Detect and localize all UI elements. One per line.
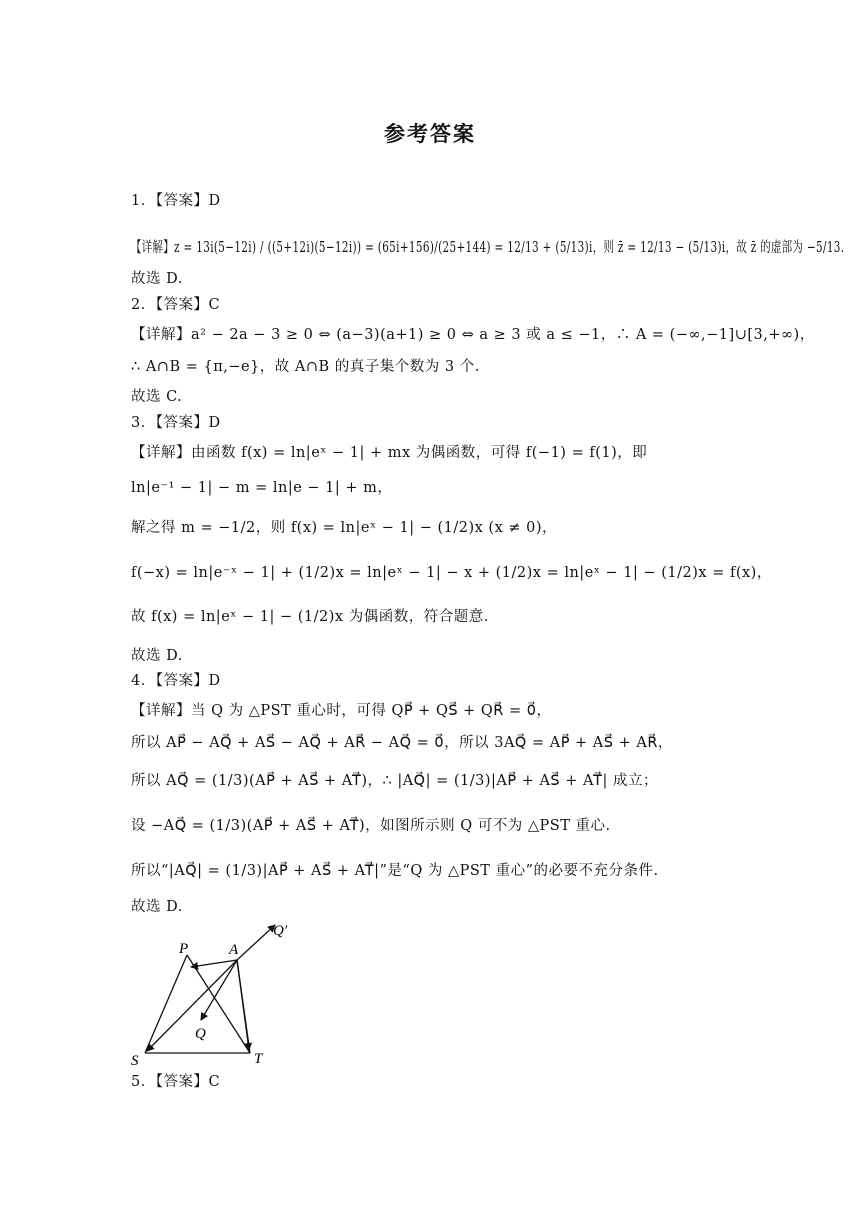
choose-4: 故选 D. — [131, 899, 183, 915]
detail-4c: 所以 AQ⃗ = (1/3)(AP⃗ + AS⃗ + AT⃗)，∴ |AQ⃗| = (1/3)|AP⃗ + AS⃗ + AT⃗| 成立； — [131, 773, 659, 789]
detail-4e: 所以“|AQ⃗| = (1/3)|AP⃗ + AS⃗ + AT⃗|”是“Q 为 △PST 重心”的必要不充分条件. — [131, 863, 659, 879]
detail-3a: 【详解】由函数 f(x) = ln|eˣ − 1| + mx 为偶函数，可得 f(−1) = f(1)，即 — [131, 445, 648, 461]
detail-4d: 设 −AQ⃗ = (1/3)(AP⃗ + AS⃗ + AT⃗)，如图所示则 Q 可不为 △PST 重心. — [131, 818, 611, 834]
vector-aq — [201, 960, 237, 1020]
vector-aq-prime — [237, 925, 275, 960]
detail-3e: 故 f(x) = ln|eˣ − 1| − (1/2)x 为偶函数，符合题意. — [131, 609, 489, 625]
answer-5: 5．【答案】C — [131, 1074, 221, 1090]
label-t: T — [254, 1051, 263, 1065]
answer-3: 3．【答案】D — [131, 415, 221, 431]
edge-ps — [145, 955, 187, 1053]
detail-3b: ln|e⁻¹ − 1| − m = ln|e − 1| + m， — [131, 480, 393, 496]
choose-1: 故选 D. — [131, 271, 183, 287]
answer-1: 1．【答案】D — [131, 193, 221, 209]
label-a: A — [229, 942, 239, 958]
detail-2b: ∴ A∩B = {π,−e}，故 A∩B 的真子集个数为 3 个. — [131, 359, 480, 375]
detail-3c: 解之得 m = −1/2，则 f(x) = ln|eˣ − 1| − (1/2)x (x ≠ 0)， — [131, 520, 558, 536]
label-s: S — [131, 1053, 139, 1065]
vector-as — [147, 960, 237, 1051]
choose-2: 故选 C. — [131, 389, 183, 405]
label-q: Q — [195, 1026, 206, 1042]
page-title: 参考答案 — [384, 122, 476, 146]
answer-4: 4．【答案】D — [131, 673, 221, 689]
vector-ap — [191, 960, 237, 967]
choose-3: 故选 D. — [131, 648, 183, 664]
label-p: P — [179, 941, 189, 957]
detail-4b: 所以 AP⃗ − AQ⃗ + AS⃗ − AQ⃗ + AR⃗ − AQ⃗ = 0⃗，所以 3AQ⃗ = AP⃗ + AS⃗ + AR⃗， — [131, 735, 673, 751]
answer-2: 2．【答案】C — [131, 297, 221, 313]
detail-4a: 【详解】当 Q 为 △PST 重心时，可得 QP⃗ + QS⃗ + QR⃗ = 0⃗， — [131, 703, 552, 719]
detail-1: 【详解】z = 13i(5−12i) / ((5+12i)(5−12i)) = (65i+156)/(25+144) = 12/13 + (5/13)i，则 z̄ = 12/13 − (5/13)i，故 z̄ 的虚部为 −5/13. — [131, 240, 845, 256]
detail-2a: 【详解】a² − 2a − 3 ≥ 0 ⇔ (a−3)(a+1) ≥ 0 ⇔ a ≥ 3 或 a ≤ −1，∴ A = (−∞,−1]∪[3,+∞)， — [131, 327, 815, 343]
detail-3d: f(−x) = ln|e⁻ˣ − 1| + (1/2)x = ln|eˣ − 1| − x + (1/2)x = ln|eˣ − 1| − (1/2)x = f(x)， — [131, 565, 772, 581]
label-q-prime: Q′ — [273, 923, 288, 939]
vector-figure — [125, 915, 295, 1065]
